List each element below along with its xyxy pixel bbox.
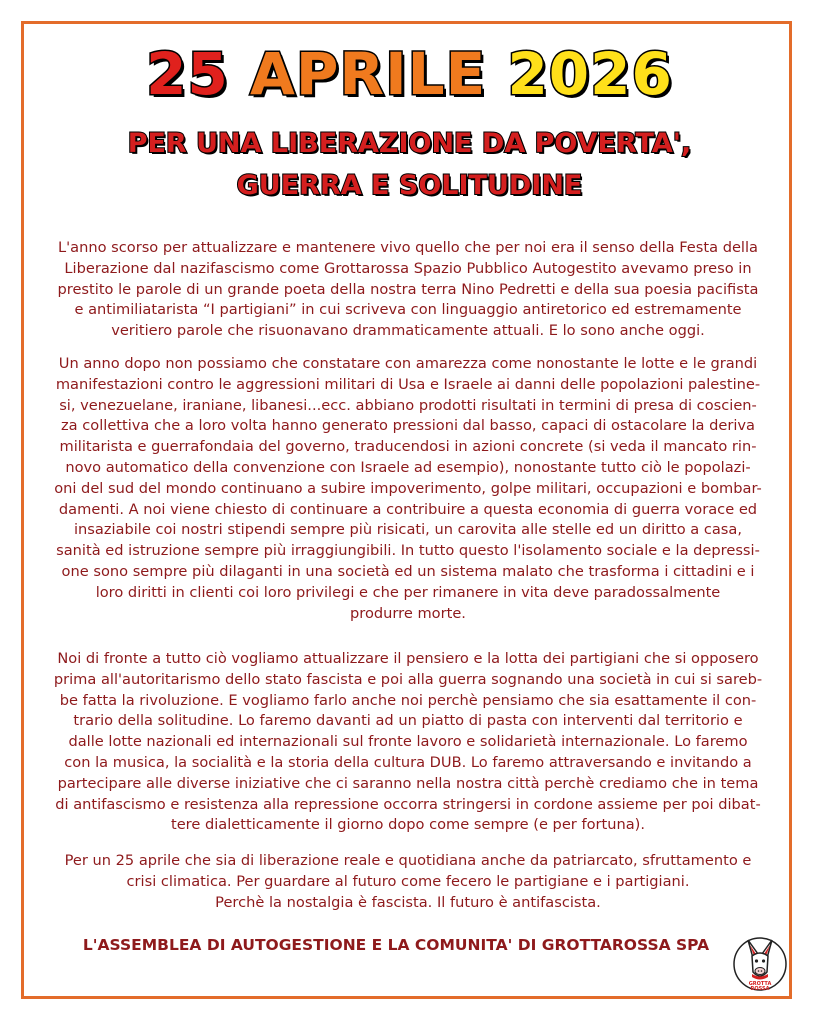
title-year: 2026	[507, 40, 673, 108]
title-month: APRILE	[250, 40, 508, 108]
text-line: loro diritti in clienti coi loro privilegi e che per rimanere in vita deve paradossalmente	[95, 583, 721, 601]
paragraph-3	[36, 649, 780, 836]
poster-title	[24, 38, 795, 110]
title-day: 25	[146, 40, 251, 108]
text-line: Noi di fronte a tutto ciò vogliamo attualizzare il pensiero e la lotta dei partigiani che si opposero	[57, 650, 759, 667]
paragraph-4	[36, 851, 780, 913]
poster-frame	[21, 21, 792, 999]
subtitle-line-2: GUERRA E SOLITUDINE	[236, 170, 583, 201]
text-line: za collettiva che a loro volta hanno generato pressioni dal basso, capaci di ostacolare la deriva	[61, 417, 755, 435]
paragraph-1	[36, 238, 780, 342]
text-line: e antimiliatarista “I partigiani” in cui scriveva con linguaggio antiretorico ed estremamente	[74, 301, 742, 319]
text-line: novo automatico della convenzione con Israele ad esempio), nonostante tutto ciò le popolazi-	[65, 458, 751, 476]
text-line: partecipare alle diverse iniziative che ci saranno nella nostra città perchè crediamo che in tema	[57, 774, 759, 792]
text-line: be fatta la rivoluzione. E vogliamo farlo anche noi perchè pensiamo che sia esattamente il con-	[59, 691, 757, 709]
text-line: Per un 25 aprile che sia di liberazione reale e quotidiana anche da patriarcato, sfruttamento e	[64, 852, 752, 869]
text-line: insaziabile coi nostri stipendi sempre più risicati, un carovita alle stelle ed un diritto a casa,	[73, 521, 742, 539]
subtitle-line-1: PER UNA LIBERAZIONE DA POVERTA',	[127, 128, 692, 159]
text-line: damenti. A noi viene chiesto di continuare a contribuire a questa economia di guerra vorace ed	[58, 500, 758, 518]
text-line: Liberazione dal nazifascismo come Grottarossa Spazio Pubblico Autogestito avevamo preso in	[64, 259, 752, 277]
text-line: veritiero parole che risuonavano drammaticamente attuali. E lo sono anche oggi.	[111, 322, 705, 340]
text-line: tere dialetticamente il giorno dopo come sempre (e per fortuna).	[170, 816, 646, 834]
text-line: sanità ed istruzione sempre più irraggiungibili. In tutto questo l'isolamento sociale e la depressi-	[56, 542, 760, 560]
text-line: produrre morte.	[350, 604, 466, 622]
text-line: Perchè la nostalgia è fascista. Il futuro è antifascista.	[215, 893, 601, 911]
text-line: Un anno dopo non possiamo che constatare con amarezza come nonostante le lotte e le grandi	[58, 355, 758, 372]
text-line: manifestazioni contro le aggressioni militari di Usa e Israele ai danni delle popolazioni palestine-	[55, 375, 761, 393]
donkey-logo-icon	[732, 932, 788, 994]
text-line: oni del sud del mondo continuano a subire impoverimento, golpe militari, occupazioni e bombar-	[54, 479, 762, 497]
text-line: trario della solitudine. Lo faremo davanti ad un piatto di pasta con interventi dal territorio e	[73, 712, 743, 730]
text-line: prestito le parole di un grande poeta della nostra terra Nino Pedretti e della sua poesia pacifista	[57, 280, 759, 298]
text-line: L'anno scorso per attualizzare e mantenere vivo quello che per noi era il senso della Festa della	[58, 239, 758, 256]
paragraph-2	[36, 354, 780, 624]
text-line: militarista e guerrafondaia del governo, traducendosi in azioni concrete (si veda il mancato rin-	[59, 438, 757, 456]
text-line: si, venezuelane, iraniane, libanesi...ecc. abbiano prodotti risultati in termini di presa di coscien-	[59, 396, 757, 414]
signature: L'ASSEMBLEA DI AUTOGESTIONE E LA COMUNITA' DI GROTTAROSSA SPA	[82, 936, 710, 954]
text-line: prima all'autoritarismo dello stato fascista e poi alla guerra sognando una società in cui si sareb-	[53, 670, 763, 688]
text-line: dalle lotte nazionali ed internazionali sul fronte lavoro e solidarietà internazionale. Lo faremo	[68, 733, 748, 751]
logo-text-line-2: ROSSA	[750, 986, 770, 992]
text-line: di antifascismo e resistenza alla repressione occorra stringersi in cordone assieme per poi dibat-	[55, 795, 761, 813]
text-line: crisi climatica. Per guardare al futuro come fecero le partigiane e i partigiani.	[126, 872, 690, 890]
text-line: one sono sempre più dilaganti in una società ed un sistema malato che trasforma i cittadini e i	[61, 562, 755, 580]
text-line: con la musica, la socialità e la storia della cultura DUB. Lo faremo attraversando e invitando a	[64, 753, 752, 771]
logo-text-line-1: GROTTA	[748, 981, 772, 987]
